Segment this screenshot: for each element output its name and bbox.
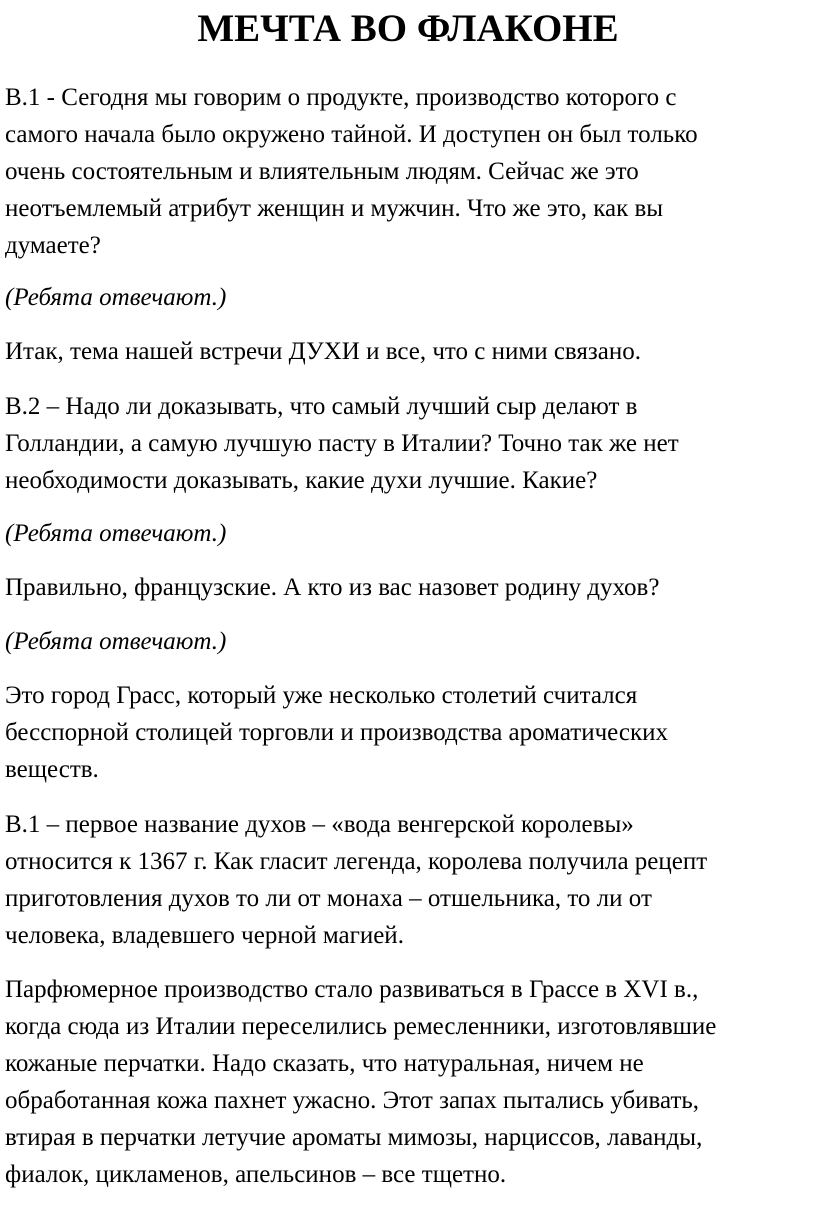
paragraph-answer-1 bbox=[5, 279, 805, 316]
text-line: втирая в перчатки летучие ароматы мимозы, нарциссов, лаванды, bbox=[5, 1124, 703, 1151]
text-line: очень состоятельным и влиятельным людям. Сейчас же это bbox=[5, 158, 639, 185]
text-line: бесспорной столицей торговли и производства ароматических bbox=[5, 719, 668, 746]
text-line: Итак, тема нашей встречи ДУХИ и все, что с ними связано. bbox=[5, 338, 641, 365]
text-line: (Ребята отвечают.) bbox=[5, 284, 227, 311]
text-line: (Ребята отвечают.) bbox=[5, 520, 227, 547]
paragraph-topic bbox=[5, 333, 805, 370]
paragraph-intro bbox=[5, 79, 805, 264]
paragraph-french bbox=[5, 569, 805, 606]
paragraph-answer-3 bbox=[5, 623, 805, 660]
text-line: самого начала было окружено тайной. И доступен он был только bbox=[5, 121, 698, 148]
paragraph-v2 bbox=[5, 388, 805, 499]
text-line: В.1 - Сегодня мы говорим о продукте, производство которого с bbox=[5, 84, 677, 111]
document-title: МЕЧТА ВО ФЛАКОНЕ bbox=[197, 7, 619, 50]
text-line: В.2 – Надо ли доказывать, что самый лучший сыр делают в bbox=[5, 393, 638, 420]
text-line: (Ребята отвечают.) bbox=[5, 628, 227, 655]
paragraph-answer-2 bbox=[5, 515, 805, 552]
text-line: думаете? bbox=[5, 232, 101, 259]
text-line: В.1 – первое название духов – «вода венгерской королевы» bbox=[5, 811, 634, 838]
text-line: Голландии, а самую лучшую пасту в Италии? Точно так же нет bbox=[5, 430, 679, 457]
text-line: кожаные перчатки. Надо сказать, что натуральная, ничем не bbox=[5, 1050, 644, 1077]
text-line: Парфюмерное производство стало развиваться в Грассе в XVI в., bbox=[5, 976, 699, 1003]
text-line: приготовления духов то ли от монаха – отшельника, то ли от bbox=[5, 885, 652, 912]
paragraph-perfume-production bbox=[5, 971, 805, 1193]
text-line: когда сюда из Италии переселились ремесленники, изготовлявшие bbox=[5, 1013, 717, 1040]
text-line: человека, владевшего черной магией. bbox=[5, 922, 404, 949]
text-line: фиалок, цикламенов, апельсинов – все тщетно. bbox=[5, 1161, 507, 1188]
text-line: Правильно, французские. А кто из вас назовет родину духов? bbox=[5, 574, 660, 601]
text-line: необходимости доказывать, какие духи лучшие. Какие? bbox=[5, 467, 598, 494]
paragraph-grasse bbox=[5, 677, 805, 788]
text-line: Это город Грасс, который уже несколько столетий считался bbox=[5, 682, 638, 709]
paragraph-hungarian-water bbox=[5, 806, 805, 954]
text-line: обработанная кожа пахнет ужасно. Этот запах пытались убивать, bbox=[5, 1087, 700, 1114]
text-line: веществ. bbox=[5, 756, 99, 783]
text-line: неотъемлемый атрибут женщин и мужчин. Что же это, как вы bbox=[5, 195, 664, 222]
text-line: относится к 1367 г. Как гласит легенда, королева получила рецепт bbox=[5, 848, 708, 875]
